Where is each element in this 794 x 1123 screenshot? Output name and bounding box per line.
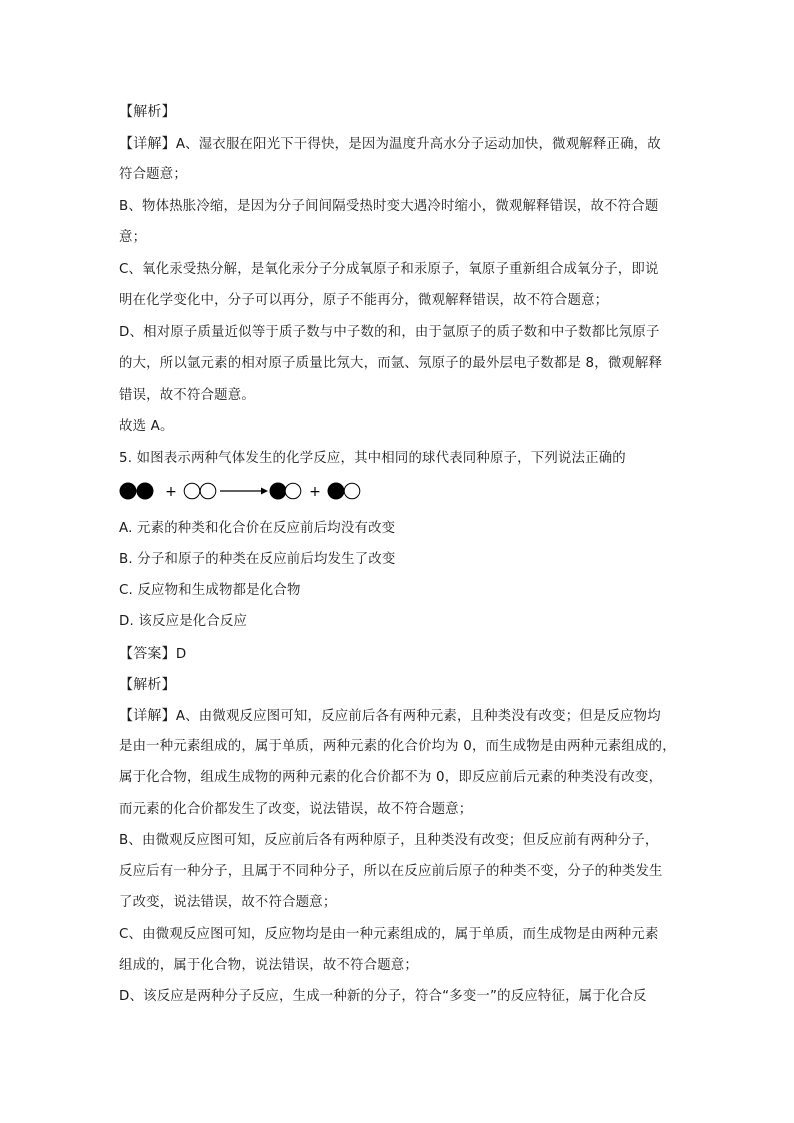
answer-tag: 【答案】 — [119, 646, 176, 662]
option-c: C. 反应物和生成物都是化合物 — [119, 583, 301, 598]
analysis-heading-2: 【解析】 — [119, 677, 176, 693]
q5-detail-line-1 — [119, 707, 661, 726]
answer-value: D — [175, 647, 187, 662]
q5-detail-line-3: 属于化合物，组成生成物的两种元素的化合价都不为 0，即反应前后元素的种类没有改变， — [119, 770, 663, 785]
detail-line-7: D、相对原子质量近似等于质子数与中子数的和，由于氩原子的质子数和中子数都比氖原子 — [119, 325, 660, 340]
conclusion: 故选 A。 — [119, 419, 174, 434]
detail-line-5: C、氧化汞受热分解，是氧化汞分子分成氧原子和汞原子，氧原子重新组合成氧分子，即说 — [119, 262, 659, 277]
q5-detail-line-10: D、该反应是两种分子反应，生成一种新的分子，符合“多变一”的反应特征，属于化合反 — [119, 989, 647, 1004]
q5-detail-line-5: B、由微观反应图可知，反应前后各有两种原子，且种类没有改变；但反应前有两种分子， — [119, 833, 659, 848]
analysis-heading: 【解析】 — [119, 104, 176, 120]
detail-tag: 【详解】 — [119, 136, 176, 152]
answer-line — [119, 645, 186, 664]
q5-detail-line-8: C、由微观反应图可知，反应物均是由一种元素组成的，属于单质，而生成物是由两种元素 — [119, 927, 659, 942]
detail-text: A、湿衣服在阳光下干得快，是因为温度升高水分子运动加快，微观解释正确，故 — [175, 137, 661, 152]
detail-text-2: A、由微观反应图可知，反应前后各有两种元素，且种类没有改变；但是反应物均 — [175, 709, 661, 724]
detail-tag-2: 【详解】 — [119, 708, 176, 724]
product1-molecule — [270, 483, 301, 500]
q5-detail-line-9: 组成的，属于化合物，说法错误，故不符合题意； — [119, 958, 418, 973]
question-stem: 5. 如图表示两种气体发生的化学反应，其中相同的球代表同种原子，下列说法正确的 — [119, 451, 626, 466]
reaction-diagram — [119, 478, 379, 504]
option-d: D. 该反应是化合反应 — [119, 614, 248, 629]
q5-detail-line-2: 是由一种元素组成的，属于单质，两种元素的化合价均为 0，而生成物是由两种元素组成的， — [119, 739, 676, 754]
q5-detail-line-6: 反应后有一种分子，且属于不同种分子，所以在反应前后原子的种类不变，分子的种类发生 — [119, 864, 663, 879]
plus-sign-2: + — [309, 484, 321, 500]
detail-line-2: 符合题意； — [119, 167, 187, 182]
q5-detail-line-4: 而元素的化合价都发生了改变，说法错误，故不符合题意； — [119, 802, 473, 817]
detail-line-1 — [119, 135, 661, 154]
option-a: A. 元素的种类和化合价在反应前后均没有改变 — [119, 521, 396, 536]
detail-line-3: B、物体热胀冷缩，是因为分子间间隔受热时变大遇冷时缩小，微观解释错误，故不符合题 — [119, 199, 659, 214]
detail-line-8: 的大，所以氩元素的相对原子质量比氖大，而氩、氖原子的最外层电子数都是 8，微观解释 — [119, 356, 663, 371]
reaction-arrow — [220, 488, 268, 495]
product2-molecule — [328, 483, 360, 500]
detail-line-6: 明在化学变化中，分子可以再分，原子不能再分，微观解释错误，故不符合题意； — [119, 293, 609, 308]
plus-sign-1: + — [165, 484, 177, 500]
q5-detail-line-7: 了改变，说法错误，故不符合题意； — [119, 895, 337, 910]
reactant2-molecule — [184, 483, 216, 499]
detail-line-4: 意； — [119, 230, 147, 245]
detail-line-9: 错误，故不符合题意。 — [119, 388, 255, 403]
reactant1-molecule — [120, 483, 154, 500]
option-b: B. 分子和原子的种类在反应前后均发生了改变 — [119, 552, 396, 567]
